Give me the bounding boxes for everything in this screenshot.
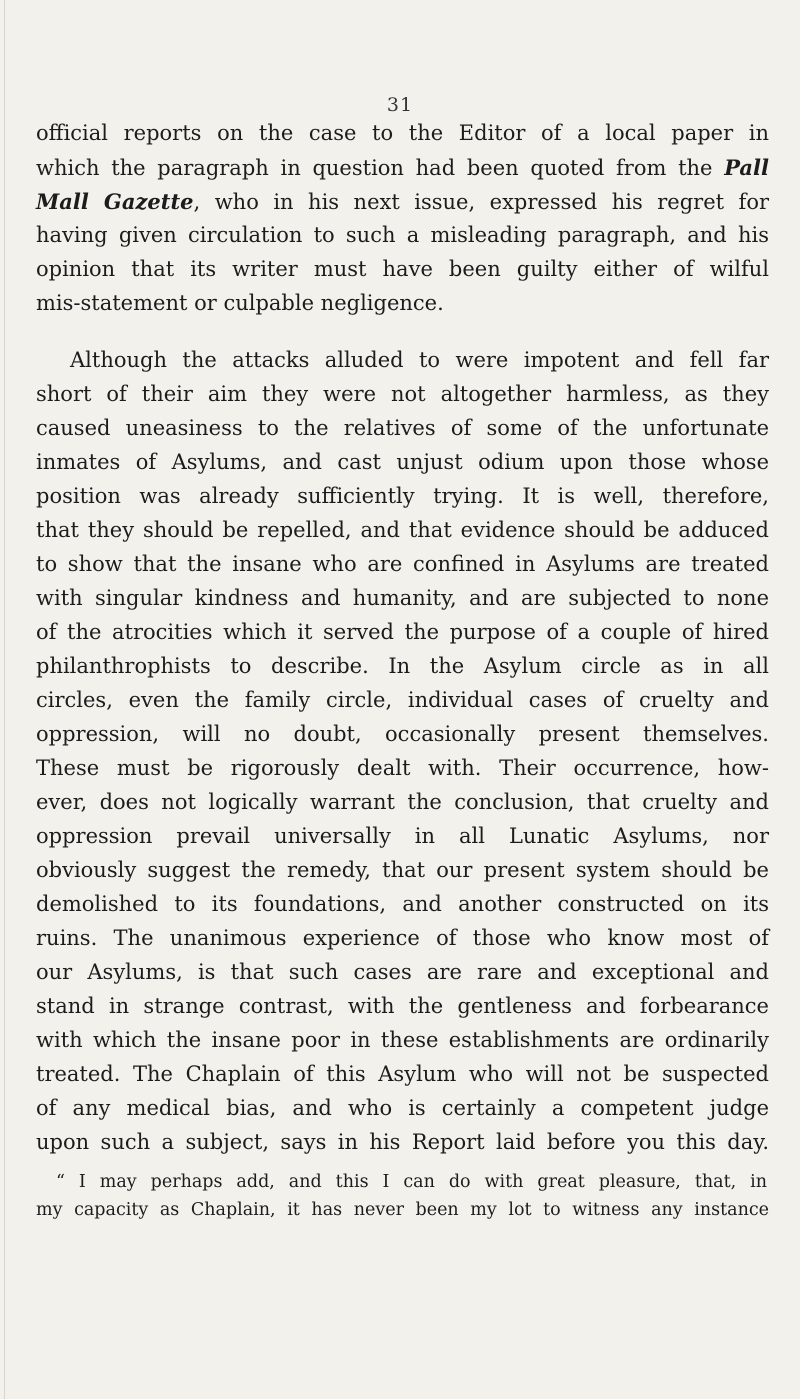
- paragraph-2-line-13: These must be rigorously dealt with. Their occurrence, how-: [36, 756, 769, 780]
- paragraph-2-line-6: that they should be repelled, and that evidence should be adduced: [36, 518, 769, 542]
- paragraph-2-line-22: treated. The Chaplain of this Asylum who will not be suspected: [36, 1062, 769, 1086]
- paragraph-2-line-15: oppression prevail universally in all Lunatic Asylums, nor: [36, 824, 769, 848]
- publication-title-part-2: Mall Gazette: [36, 189, 194, 214]
- paragraph-2-line-14: ever, does not logically warrant the conclusion, that cruelty and: [36, 790, 769, 814]
- paragraph-2-line-4: inmates of Asylums, and cast unjust odium upon those whose: [36, 450, 769, 474]
- page-edge: [4, 0, 5, 1399]
- paragraph-2-line-10: philanthrophists to describe. In the Asylum circle as in all: [36, 654, 769, 678]
- paragraph-1-line-2: [36, 155, 769, 189]
- paragraph-2-line-9: of the atrocities which it served the purpose of a couple of hired: [36, 620, 769, 644]
- paragraph-1-line-4: having given circulation to such a misleading paragraph, and his: [36, 223, 769, 247]
- publication-title-part-1: Pall: [724, 155, 769, 180]
- paragraph-2-line-1: Although the attacks alluded to were impotent and fell far: [70, 348, 769, 372]
- paragraph-2-line-12: oppression, will no doubt, occasionally present themselves.: [36, 722, 769, 746]
- paragraph-2-line-16: obviously suggest the remedy, that our present system should be: [36, 858, 769, 882]
- paragraph-2-line-11: circles, even the family circle, individual cases of cruelty and: [36, 688, 769, 712]
- quotation-line-1: “ I may perhaps add, and this I can do with great pleasure, that, in: [56, 1172, 767, 1192]
- paragraph-2-line-7: to show that the insane who are confined in Asylums are treated: [36, 552, 769, 576]
- paragraph-2-line-5: position was already sufficiently trying. It is well, therefore,: [36, 484, 769, 508]
- paragraph-1-line-1: official reports on the case to the Editor of a local paper in: [36, 121, 769, 145]
- line-text: which the paragraph in question had been quoted from the: [36, 156, 713, 180]
- paragraph-1-line-3: [36, 189, 769, 223]
- line-text: , who in his next issue, expressed his regret for: [193, 190, 769, 214]
- paragraph-2-line-17: demolished to its foundations, and another constructed on its: [36, 892, 769, 916]
- paragraph-2-line-8: with singular kindness and humanity, and are subjected to none: [36, 586, 769, 610]
- paragraph-2-line-23: of any medical bias, and who is certainly a competent judge: [36, 1096, 769, 1120]
- paragraph-2-line-24: upon such a subject, says in his Report laid before you this day.: [36, 1130, 769, 1154]
- paragraph-2-line-2: short of their aim they were not altogether harmless, as they: [36, 382, 769, 406]
- paragraph-2-line-3: caused uneasiness to the relatives of some of the unfortunate: [36, 416, 769, 440]
- paragraph-2-line-18: ruins. The unanimous experience of those who know most of: [36, 926, 769, 950]
- quotation-line-2: my capacity as Chaplain, it has never been my lot to witness any instance: [36, 1200, 769, 1220]
- paragraph-1-line-5: opinion that its writer must have been guilty either of wilful: [36, 257, 769, 281]
- paragraph-2-line-20: stand in strange contrast, with the gentleness and forbearance: [36, 994, 769, 1018]
- paragraph-1-line-6: mis-statement or culpable negligence.: [36, 291, 444, 315]
- paragraph-2-line-19: our Asylums, is that such cases are rare and exceptional and: [36, 960, 769, 984]
- page-number: 31: [386, 94, 414, 116]
- paragraph-2-line-21: with which the insane poor in these establishments are ordinarily: [36, 1028, 769, 1052]
